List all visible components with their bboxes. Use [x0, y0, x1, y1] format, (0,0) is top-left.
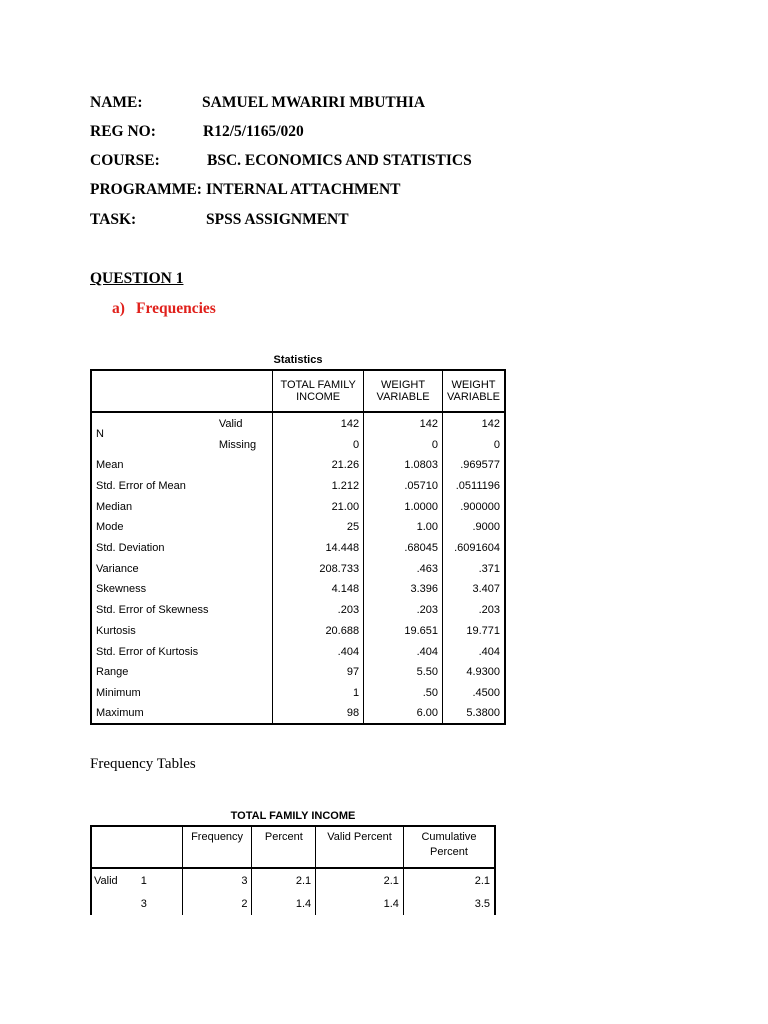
programme-value: INTERNAL ATTACHMENT: [206, 181, 401, 198]
income-header-spacer: [252, 846, 316, 868]
stat-value-weight-variable-2: .969577: [460, 459, 500, 472]
task-row: [90, 211, 349, 229]
statistics-table-title: Statistics: [273, 354, 323, 366]
stat-value-total-family-income: 97: [273, 662, 364, 683]
stat-value-weight-variable-2: 19.771: [466, 624, 500, 637]
stat-value-weight-variable-1: .05710: [364, 476, 443, 497]
income-row-label-spacer: [91, 892, 137, 915]
stat-value-weight-variable-1: 3.396: [364, 579, 443, 600]
income-header-corner: [91, 826, 182, 846]
income-value: 1: [137, 868, 182, 892]
stat-value-total-family-income: 14.448: [273, 538, 364, 559]
stat-value-weight-variable-1: 6.00: [364, 703, 443, 724]
column-header-frequency: Frequency: [182, 826, 252, 846]
column-header-percent: Percent: [252, 826, 316, 846]
missing-value-weight-variable-1: 0: [364, 434, 443, 455]
reg-value: R12/5/1165/020: [203, 123, 304, 140]
stat-value-total-family-income: .404: [273, 641, 364, 662]
stat-value-total-family-income: .203: [273, 600, 364, 621]
statistics-header-corner: [91, 370, 273, 391]
stat-label: Kurtosis: [91, 621, 273, 642]
stat-label: Mean: [91, 455, 273, 476]
task-value: SPSS ASSIGNMENT: [206, 211, 349, 228]
programme-label: PROGRAMME:: [90, 181, 202, 198]
stat-value-weight-variable-2: .9000: [472, 521, 500, 534]
stat-label: Std. Error of Kurtosis: [91, 641, 273, 662]
stat-value-weight-variable-2: .6091604: [454, 542, 500, 555]
stat-value-total-family-income: 208.733: [273, 558, 364, 579]
name-label: NAME:: [90, 94, 143, 111]
statistics-header-row2: [91, 391, 505, 412]
stat-value-weight-variable-1: 5.50: [364, 662, 443, 683]
column-header-total-family-income-line2: INCOME: [273, 391, 364, 412]
stat-row: [91, 517, 505, 538]
income-table-clip: [90, 825, 496, 915]
missing-value-weight-variable-2: 0: [493, 438, 500, 451]
stat-row: [91, 496, 505, 517]
stat-value-weight-variable-2: .203: [478, 604, 500, 617]
missing-label: Missing: [187, 434, 273, 455]
stat-label: Minimum: [91, 683, 273, 704]
stat-value-weight-variable-2: 5.3800: [466, 707, 500, 720]
stat-label: Maximum: [91, 703, 273, 724]
income-header-row1: [91, 826, 495, 846]
stat-label: Median: [91, 496, 273, 517]
valid-label: Valid: [187, 412, 273, 434]
column-header-weight-variable-2-line1: WEIGHT: [451, 379, 496, 391]
stat-row: [91, 683, 505, 704]
reg-label: REG NO:: [90, 123, 156, 140]
income-percent: 2.1: [252, 868, 316, 892]
course-label: COURSE:: [90, 152, 160, 169]
statistics-table: [90, 369, 506, 725]
stat-value-weight-variable-1: .50: [364, 683, 443, 704]
stat-value-total-family-income: 1: [273, 683, 364, 704]
stat-value-total-family-income: 20.688: [273, 621, 364, 642]
income-row: [91, 892, 495, 915]
stat-value-weight-variable-1: 19.651: [364, 621, 443, 642]
column-header-weight-variable-2-line2: VARIABLE: [447, 391, 500, 403]
frequencies-title: Frequencies: [136, 300, 216, 317]
stat-label: Range: [91, 662, 273, 683]
stat-row: [91, 538, 505, 559]
stat-value-weight-variable-1: .463: [364, 558, 443, 579]
stat-label: Skewness: [91, 579, 273, 600]
name-value: SAMUEL MWARIRI MBUTHIA: [202, 94, 426, 111]
stat-label: Std. Deviation: [91, 538, 273, 559]
income-cumulative-percent: 2.1: [474, 874, 490, 887]
column-header-cumulative-percent-line1: Cumulative: [421, 830, 477, 843]
frequencies-heading: [112, 300, 216, 318]
n-label: N: [96, 428, 104, 440]
income-header-corner-2: [91, 846, 182, 868]
column-header-valid-percent: Valid Percent: [316, 826, 404, 846]
income-header-spacer: [316, 846, 404, 868]
income-cumulative-percent: 3.5: [474, 898, 490, 910]
column-header-weight-variable-1-line1: WEIGHT: [364, 370, 443, 391]
valid-label: Valid: [94, 874, 118, 887]
stat-value-total-family-income: 21.26: [273, 455, 364, 476]
income-frequency: 3: [182, 868, 252, 892]
stat-label: Variance: [91, 558, 273, 579]
stat-value-weight-variable-2: .404: [478, 645, 500, 658]
income-valid-percent: 2.1: [316, 868, 404, 892]
statistics-header-row1: [91, 370, 505, 391]
income-row: [91, 868, 495, 892]
stat-value-weight-variable-1: .68045: [364, 538, 443, 559]
stat-value-weight-variable-1: .203: [364, 600, 443, 621]
stat-value-weight-variable-2: .900000: [460, 500, 500, 513]
income-header-spacer: [182, 846, 252, 868]
stat-value-total-family-income: 4.148: [273, 579, 364, 600]
course-value: BSC. ECONOMICS AND STATISTICS: [207, 152, 472, 169]
question-title: QUESTION 1: [90, 270, 184, 287]
reg-row: [90, 123, 304, 141]
stat-row: [91, 621, 505, 642]
stat-value-weight-variable-1: 1.0000: [364, 496, 443, 517]
stat-row: [91, 600, 505, 621]
income-frequency: 2: [182, 892, 252, 915]
stat-value-weight-variable-2: 4.9300: [466, 666, 500, 679]
stat-value-total-family-income: 98: [273, 703, 364, 724]
stat-value-weight-variable-2: .4500: [472, 686, 500, 699]
statistics-header-corner-2: [91, 391, 273, 412]
column-header-cumulative-percent-line2: Percent: [429, 846, 468, 858]
stat-row: [91, 476, 505, 497]
valid-value-weight-variable-1: 142: [364, 412, 443, 434]
stat-value-total-family-income: 21.00: [273, 496, 364, 517]
stat-value-weight-variable-2: .371: [478, 562, 500, 575]
stat-row: [91, 579, 505, 600]
income-valid-percent: 1.4: [316, 892, 404, 915]
income-percent: 1.4: [252, 892, 316, 915]
income-value: 3: [137, 892, 182, 915]
column-header-total-family-income-line1: TOTAL FAMILY: [273, 370, 364, 391]
stat-label: Mode: [91, 517, 273, 538]
frequency-tables-heading: Frequency Tables: [90, 756, 196, 772]
income-frequency-table: [90, 825, 496, 915]
n-valid-row: [91, 412, 505, 434]
income-table-title: TOTAL FAMILY INCOME: [230, 810, 356, 822]
stat-row: [91, 703, 505, 724]
stat-value-total-family-income: 25: [273, 517, 364, 538]
task-label: TASK:: [90, 211, 137, 228]
stat-value-weight-variable-1: 1.00: [364, 517, 443, 538]
stat-value-weight-variable-1: 1.0803: [364, 455, 443, 476]
programme-row: [90, 181, 401, 199]
stat-value-weight-variable-1: .404: [364, 641, 443, 662]
stat-value-total-family-income: 1.212: [273, 476, 364, 497]
stat-value-weight-variable-2: .0511196: [455, 480, 500, 493]
frequencies-number: a): [112, 300, 125, 317]
stat-row: [91, 455, 505, 476]
valid-value-total-family-income: 142: [273, 412, 364, 434]
stat-row: [91, 641, 505, 662]
stat-value-weight-variable-2: 3.407: [472, 583, 500, 596]
income-header-row2: [91, 846, 495, 868]
stat-label: Std. Error of Skewness: [91, 600, 273, 621]
stat-label: Std. Error of Mean: [91, 476, 273, 497]
valid-value-weight-variable-2: 142: [481, 417, 500, 430]
stat-row: [91, 662, 505, 683]
missing-value-total-family-income: 0: [273, 434, 364, 455]
course-row: [90, 152, 472, 170]
column-header-weight-variable-1-line2: VARIABLE: [364, 391, 443, 412]
stat-row: [91, 558, 505, 579]
name-row: [90, 94, 426, 112]
